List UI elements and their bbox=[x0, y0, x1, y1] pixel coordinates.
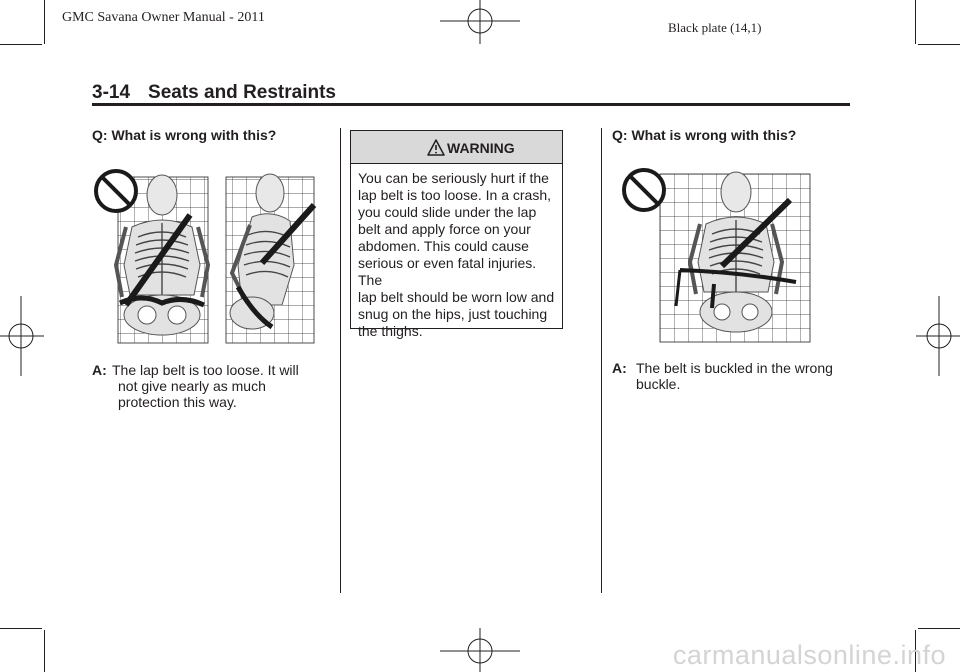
plate-label: Black plate (14,1) bbox=[668, 20, 762, 35]
warning-header bbox=[351, 131, 562, 164]
warning-line: you could slide under the lap bbox=[358, 204, 537, 220]
answer-line: buckle. bbox=[636, 376, 681, 392]
manual-title: GMC Savana Owner Manual - 2011 bbox=[62, 10, 265, 25]
column-divider bbox=[601, 128, 602, 593]
answer-block bbox=[612, 360, 852, 396]
warning-line: abdomen. This could cause bbox=[358, 238, 529, 254]
warning-line: lap belt is too loose. In a crash, bbox=[358, 187, 551, 203]
warning-triangle-icon bbox=[427, 139, 445, 156]
question-text: Q: What is wrong with this? bbox=[612, 127, 797, 143]
warning-line: lap belt should be worn low and bbox=[358, 289, 555, 305]
watermark: carmanualsonline.info bbox=[672, 640, 946, 670]
answer-label: A: bbox=[612, 360, 627, 376]
loose-lap-belt-illustration bbox=[92, 165, 324, 347]
column-divider bbox=[340, 128, 341, 593]
crop-mark bbox=[918, 44, 960, 45]
warning-line: serious or even fatal injuries. The bbox=[358, 255, 537, 288]
crop-mark bbox=[0, 628, 42, 629]
registration-mark-bottom bbox=[440, 628, 520, 672]
answer-label: A: bbox=[92, 362, 107, 378]
warning-line: the thighs. bbox=[358, 323, 423, 339]
question-text: Q: What is wrong with this? bbox=[92, 127, 277, 143]
crop-mark bbox=[44, 0, 45, 44]
wrong-buckle-illustration bbox=[618, 160, 814, 346]
header-rule bbox=[92, 103, 850, 106]
registration-mark-right bbox=[916, 296, 960, 376]
registration-mark-top bbox=[440, 0, 520, 44]
prohibited-icon bbox=[624, 170, 664, 210]
prohibited-icon bbox=[96, 171, 136, 211]
buckle bbox=[712, 284, 714, 308]
section-title: Seats and Restraints bbox=[148, 82, 336, 103]
section-header bbox=[92, 82, 336, 104]
warning-line: snug on the hips, just touching bbox=[358, 306, 548, 322]
answer-line: protection this way. bbox=[118, 394, 237, 410]
answer-line: not give nearly as much bbox=[118, 378, 266, 394]
warning-title: WARNING bbox=[447, 140, 515, 156]
answer-block bbox=[92, 362, 332, 412]
answer-line: The belt is buckled in the wrong bbox=[636, 360, 833, 376]
crop-mark bbox=[918, 628, 960, 629]
answer-text bbox=[636, 360, 833, 392]
answer-line: The lap belt is too loose. It will bbox=[112, 362, 299, 378]
warning-body bbox=[358, 170, 563, 340]
crop-mark bbox=[44, 630, 45, 672]
answer-text bbox=[112, 362, 299, 410]
crop-mark bbox=[0, 44, 42, 45]
warning-box bbox=[350, 130, 563, 339]
registration-mark-left bbox=[0, 296, 44, 376]
crop-mark bbox=[915, 0, 916, 44]
warning-line: belt and apply force on your bbox=[358, 221, 531, 237]
warning-line: You can be seriously hurt if the bbox=[358, 170, 549, 186]
page-number: 3-14 bbox=[92, 82, 131, 103]
